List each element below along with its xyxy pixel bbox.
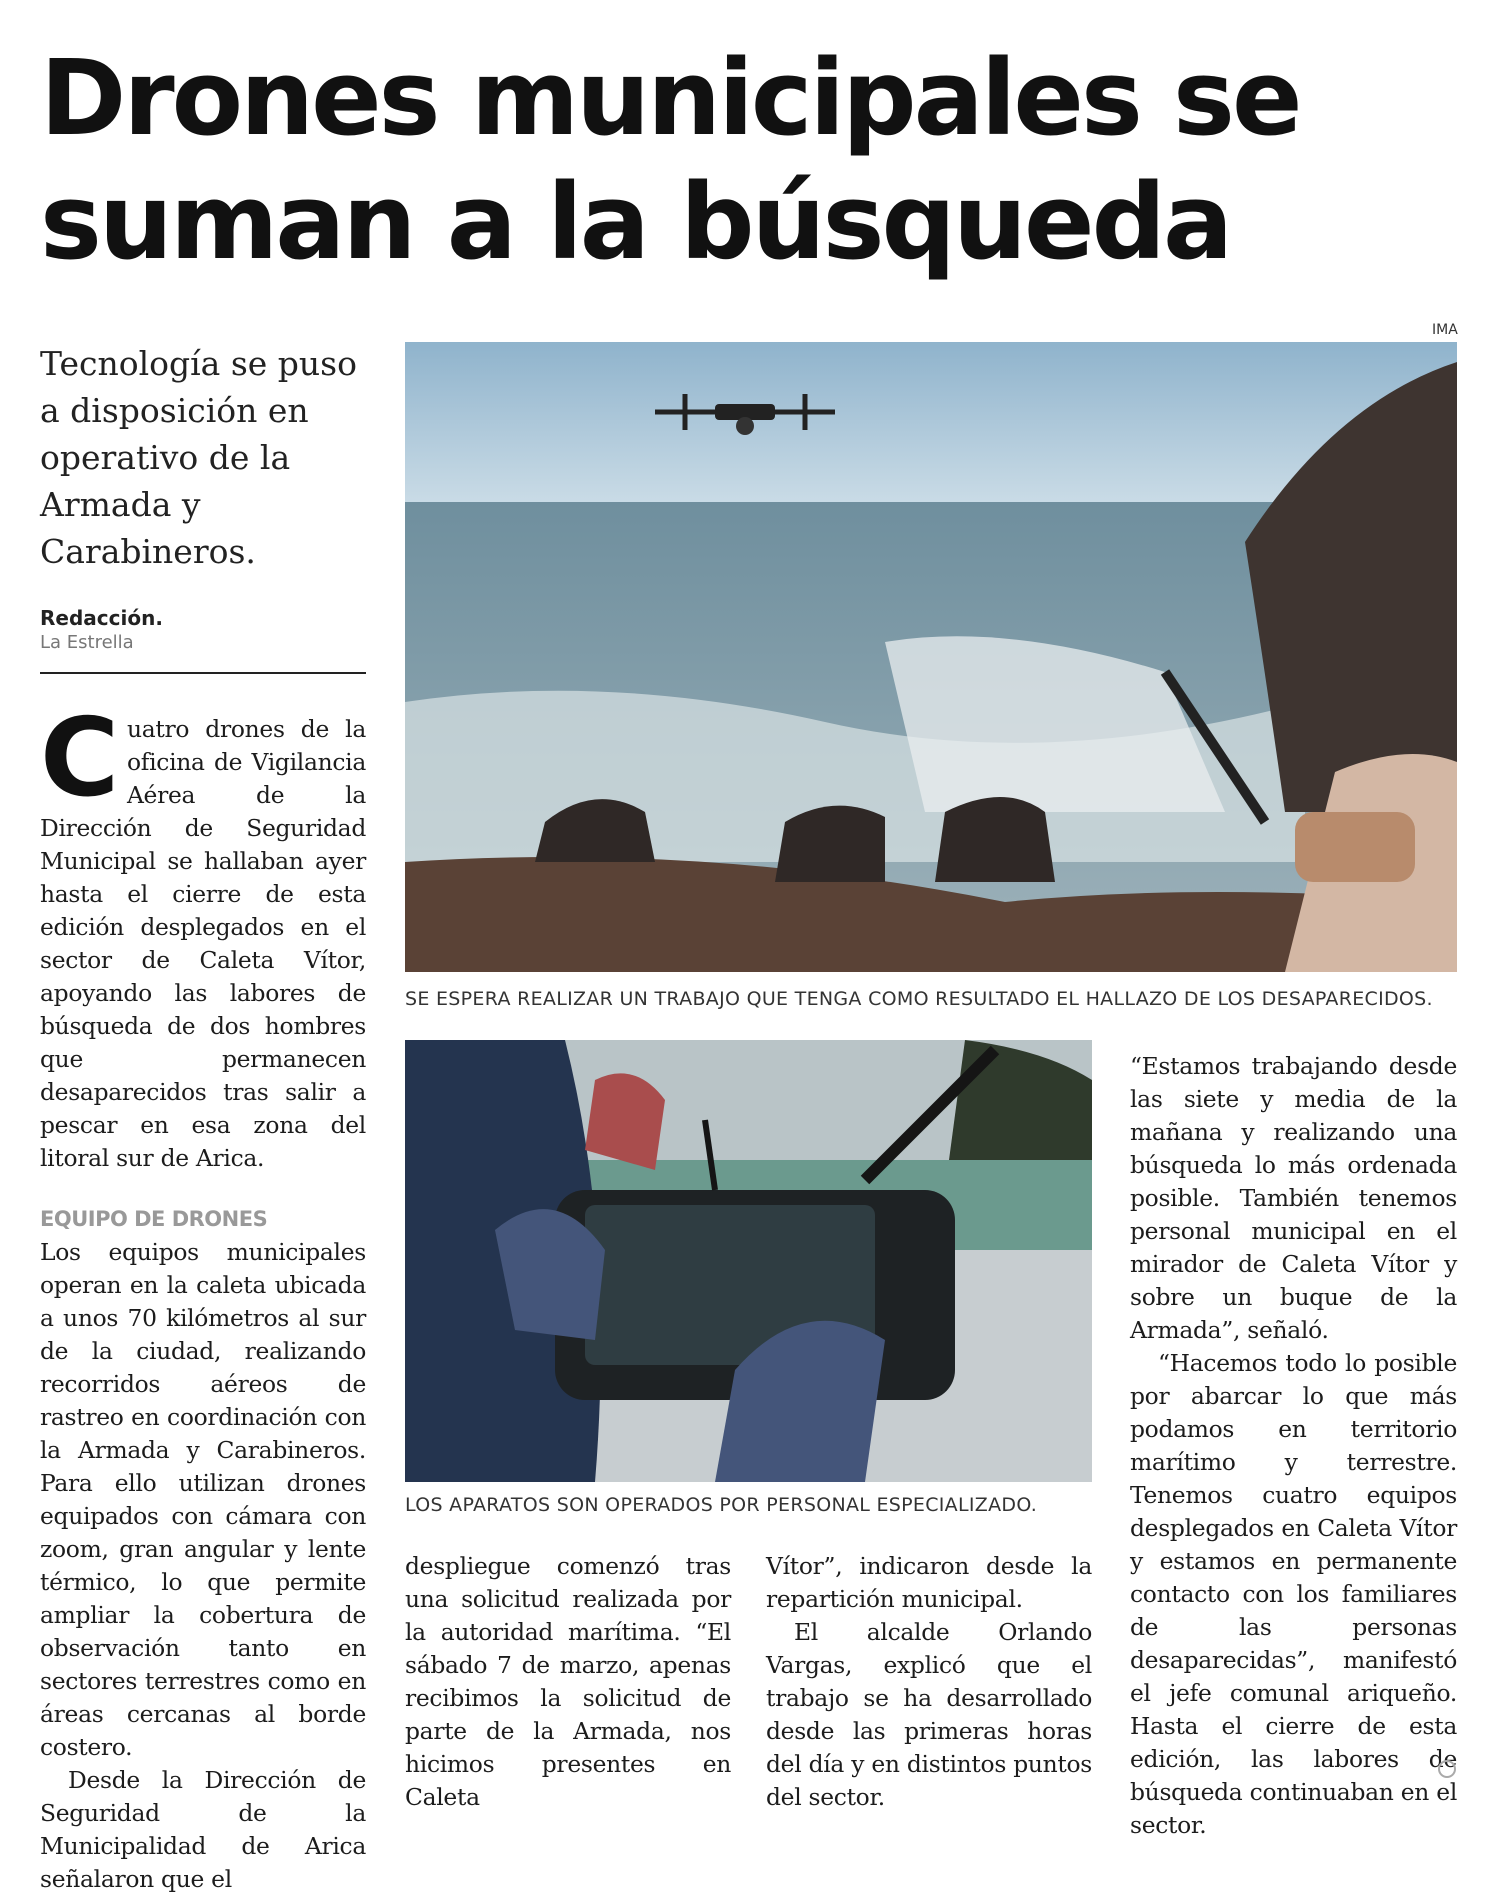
- body-paragraph-7: “Estamos trabajando desde las siete y media de la mañana y realizando una búsqueda lo más ordenada posible. También tenemos personal municipal en el mirador de Caleta Vítor y sobre un buque de la Armada”, señaló.: [1130, 1052, 1457, 1344]
- body-paragraph-8: “Hacemos todo lo posible por abarcar lo que más podamos en territorio marítimo y terrestre. Tenemos cuatro equipos desplegados en Caleta Vítor y estamos en permanente contacto con los familiares de las personas desaparecidas”, manifestó el jefe comunal ariqueño. Hasta el cierre de esta edición, las labores de búsqueda continuaban en el sector.: [1130, 1349, 1457, 1839]
- body-column-4: [1130, 1050, 1457, 1842]
- body-paragraph-3: Desde la Dirección de Seguridad de la Municipalidad de Arica señalaron que el: [40, 1766, 366, 1893]
- drone-coast-image: [405, 342, 1457, 972]
- dropcap: C: [40, 696, 119, 821]
- bottom-photo-caption: LOS APARATOS SON OPERADOS POR PERSONAL ESPECIALIZADO.: [405, 1494, 1038, 1516]
- photo-credit: IMA: [1432, 322, 1458, 338]
- byline-rule: [40, 672, 366, 674]
- body-paragraph-4: despliegue comenzó tras una solicitud realizada por la autoridad marítima. “El sábado 7 de marzo, apenas recibimos la solicitud de parte de la Armada, nos hicimos presentes en Caleta: [405, 1552, 731, 1811]
- bottom-photo-controller: [405, 1040, 1092, 1482]
- body-column-1: [40, 696, 366, 1896]
- byline: [40, 606, 163, 653]
- headline-line-1: Drones municipales se: [40, 37, 1300, 159]
- top-photo-drone-coast: [405, 342, 1457, 972]
- body-paragraph-2: Los equipos municipales operan en la caleta ubicada a unos 70 kilómetros al sur de la ciudad, realizando recorridos aéreos de rastreo en coordinación con la Armada y Carabineros. Para ello utilizan drones equipados con cámara con zoom, gran angular y lente térmico, lo que permite ampliar la cobertura de observación tanto en sectores terrestres como en áreas cercanas al borde costero.: [40, 1238, 366, 1761]
- body-column-3: [766, 1550, 1092, 1814]
- body-paragraph-6: El alcalde Orlando Vargas, explicó que el trabajo se ha desarrollado desde las primeras horas del día y en distintos puntos del sector.: [766, 1618, 1092, 1811]
- subhead-equipo-de-drones: EQUIPO DE DRONES: [40, 1207, 268, 1231]
- top-photo-caption: SE ESPERA REALIZAR UN TRABAJO QUE TENGA COMO RESULTADO EL HALLAZO DE LOS DESAPARECIDOS.: [405, 988, 1433, 1010]
- byline-outlet: La Estrella: [40, 632, 134, 653]
- controller-image: [405, 1040, 1092, 1482]
- headline: [40, 36, 1420, 284]
- body-paragraph-1: Cuatro drones de la oficina de Vigilancia Aérea de la Dirección de Seguridad Municipal se hallaban ayer hasta el cierre de esta edición desplegados en el sector de Caleta Vítor, apoyando las labores de búsqueda de dos hombres que permanecen desaparecidos tras salir a pescar en esa zona del litoral sur de Arica.: [40, 696, 366, 1172]
- body-column-2: [405, 1550, 731, 1814]
- body-paragraph-5: Vítor”, indicaron desde la repartición municipal.: [766, 1552, 1092, 1613]
- end-of-article-icon: [1438, 1760, 1456, 1778]
- byline-author: Redacción.: [40, 606, 163, 630]
- deck: Tecnología se puso a disposición en operativo de la Armada y Carabineros.: [40, 344, 357, 571]
- headline-line-2: suman a la búsqueda: [40, 161, 1231, 283]
